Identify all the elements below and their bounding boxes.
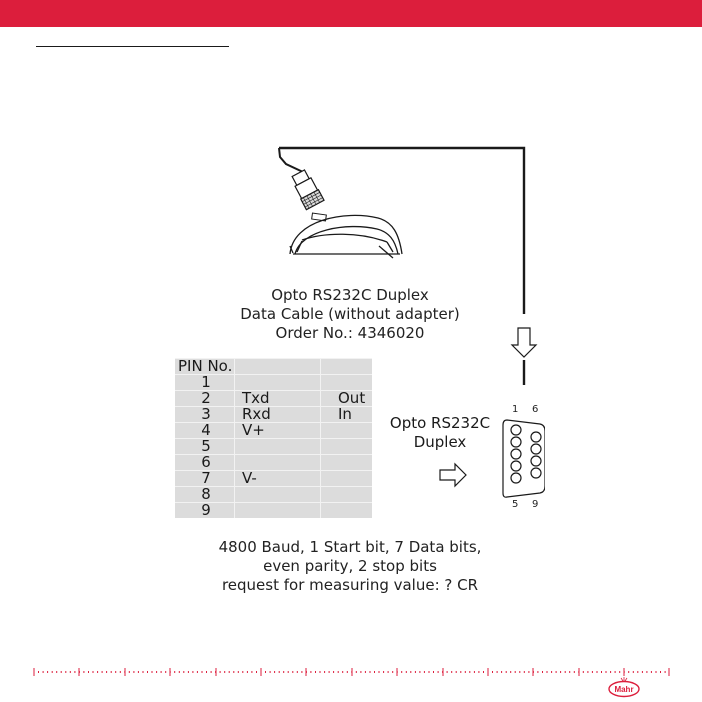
pin-signal: Txd bbox=[242, 389, 270, 407]
pin-direction: Out bbox=[338, 389, 366, 407]
brand-header-bar bbox=[0, 0, 702, 27]
pin-number: 7 bbox=[201, 469, 211, 487]
cable-caption-line: Order No.: 4346020 bbox=[275, 324, 425, 342]
pin-number: 5 bbox=[201, 437, 211, 455]
pin-signal: V- bbox=[242, 469, 257, 487]
pin-signal: Rxd bbox=[242, 405, 271, 423]
pin-assignment-table bbox=[175, 358, 372, 518]
instrument-housing bbox=[290, 215, 402, 258]
db9-connector bbox=[503, 420, 545, 497]
pin-number: 4 bbox=[201, 421, 211, 439]
pin-number: 1 bbox=[201, 373, 211, 391]
pin-label-1: 1 bbox=[512, 404, 519, 415]
protocol-caption-line: even parity, 2 stop bits bbox=[263, 557, 437, 575]
mahr-logo bbox=[606, 676, 642, 702]
pin-number: 2 bbox=[201, 389, 211, 407]
pin-header: PIN No. bbox=[178, 357, 233, 375]
protocol-caption bbox=[155, 538, 545, 595]
pin-signal: V+ bbox=[242, 421, 265, 439]
logo-text: Mahr bbox=[614, 685, 634, 694]
right-arrow-icon bbox=[440, 464, 466, 486]
pin-number: 8 bbox=[201, 485, 211, 503]
duplex-label-line: Duplex bbox=[413, 433, 467, 451]
duplex-label bbox=[385, 414, 495, 452]
protocol-caption-line: 4800 Baud, 1 Start bit, 7 Data bits, bbox=[218, 538, 482, 556]
cable-caption-line: Opto RS232C Duplex bbox=[271, 286, 429, 304]
table-row bbox=[175, 502, 372, 519]
cable-caption bbox=[155, 286, 545, 343]
pin-label-9: 9 bbox=[532, 499, 539, 510]
protocol-caption-line: request for measuring value: ? CR bbox=[221, 576, 479, 594]
cable-caption-line: Data Cable (without adapter) bbox=[240, 305, 460, 323]
pin-number: 3 bbox=[201, 405, 211, 423]
connection-diagram bbox=[155, 142, 545, 600]
duplex-label-line: Opto RS232C bbox=[389, 414, 491, 432]
pin-label-5: 5 bbox=[512, 499, 519, 510]
pin-number: 6 bbox=[201, 453, 211, 471]
cable-wire bbox=[279, 148, 303, 172]
title-underline bbox=[36, 46, 229, 47]
pin-number: 9 bbox=[201, 501, 211, 519]
pin-label-6: 6 bbox=[532, 404, 539, 415]
footer-ruler bbox=[0, 655, 702, 695]
cable-plug bbox=[289, 168, 324, 209]
pin-direction: In bbox=[338, 405, 352, 423]
